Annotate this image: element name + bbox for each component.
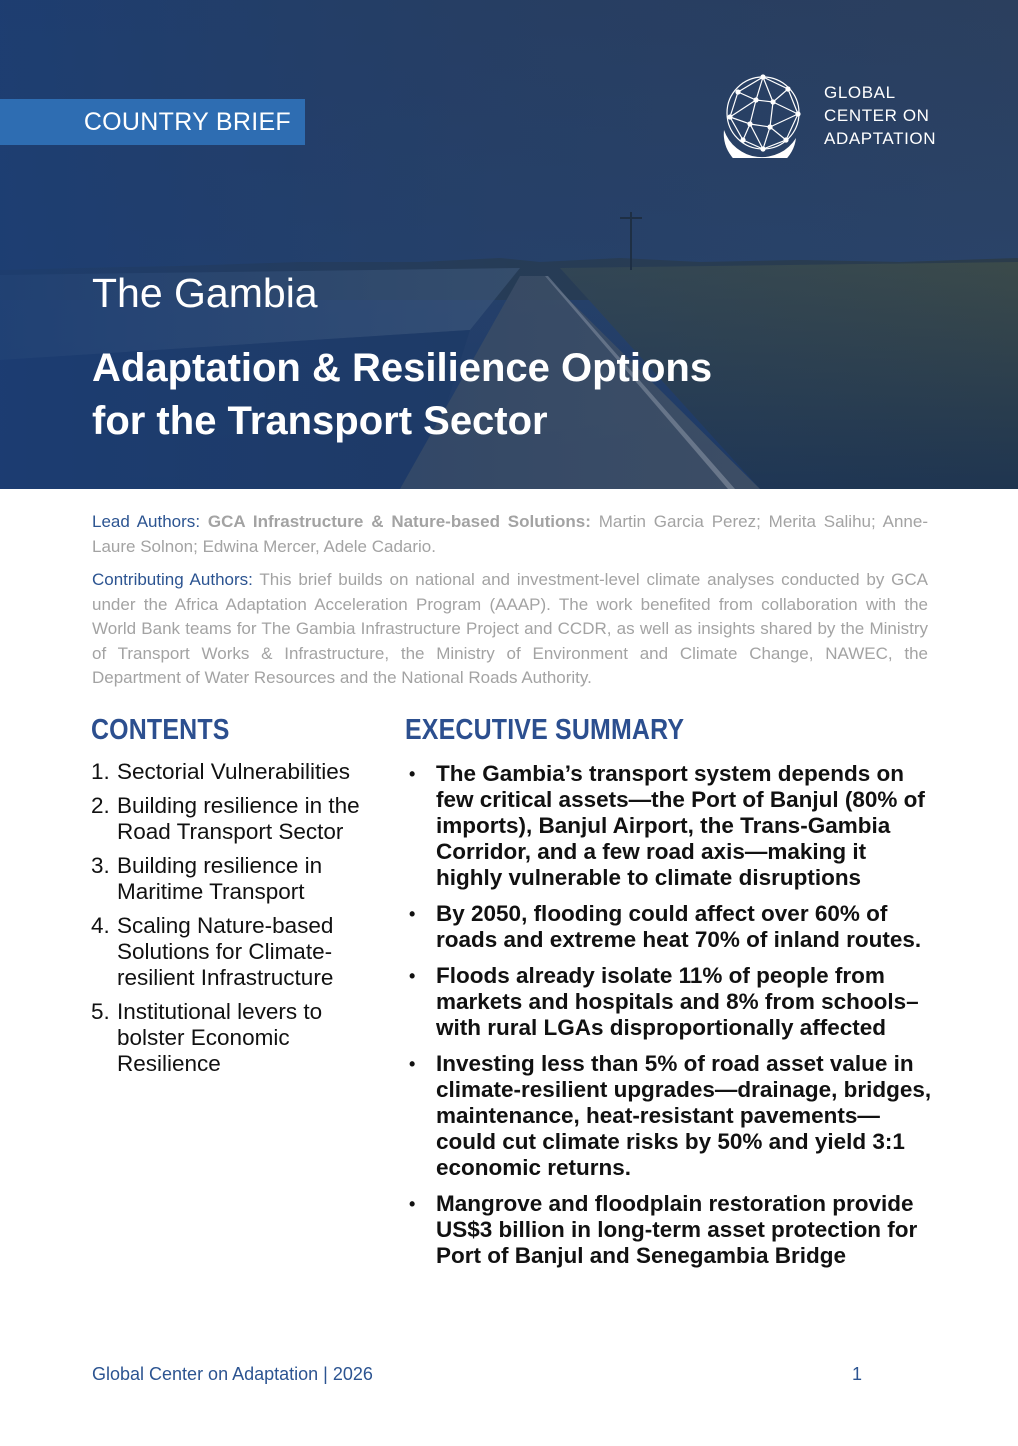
contents-heading: CONTENTS xyxy=(91,714,230,746)
executive-summary-heading: EXECUTIVE SUMMARY xyxy=(405,714,685,746)
contents-item-number: 2. xyxy=(91,793,110,818)
contents-item-text: Sectorial Vulnerabilities xyxy=(117,759,351,784)
contents-section xyxy=(91,714,391,1085)
bullet-icon: • xyxy=(409,1054,416,1074)
summary-item-text: Investing less than 5% of road asset value in climate-resilient upgrades—drainage, bridges, maintenance, heat-resistant pavements—could cut climate risks by 50% and yield 3:1 economic returns. xyxy=(436,1051,932,1180)
contents-item-text: Scaling Nature-based Solutions for Climate-resilient Infrastructure xyxy=(117,913,334,990)
globe-logo-icon xyxy=(718,72,804,158)
contributing-authors xyxy=(92,568,928,691)
bullet-icon: • xyxy=(409,764,416,784)
summary-list xyxy=(405,761,935,1269)
lead-authors-names: Martin Garcia Perez; Merita Salihu; Anne-Laure Solnon; Edwina Mercer, Adele Cadario. xyxy=(92,512,928,556)
bullet-icon: • xyxy=(409,904,416,924)
contents-item-number: 4. xyxy=(91,913,110,938)
logo-line: CENTER ON xyxy=(824,106,930,125)
lead-authors xyxy=(92,510,928,559)
lead-authors-sep: : xyxy=(195,512,208,531)
lead-authors-label: Lead Authors xyxy=(92,512,196,531)
summary-item-text: Mangrove and floodplain restoration provide US$3 billion in long-term asset protection for Port of Banjul and Senegambia Bridge xyxy=(436,1191,918,1268)
summary-item xyxy=(405,901,935,953)
summary-item-text: Floods already isolate 11% of people from markets and hospitals and 8% from schools–with rural LGAs disproportionally affected xyxy=(436,963,919,1040)
authors-block xyxy=(92,510,928,700)
summary-item xyxy=(405,963,935,1041)
title-line: for the Transport Sector xyxy=(92,399,548,443)
executive-summary-section xyxy=(405,714,935,1279)
contents-item[interactable] xyxy=(91,759,391,785)
contents-item-number: 5. xyxy=(91,999,110,1024)
summary-item-text: By 2050, flooding could affect over 60% of roads and extreme heat 70% of inland routes. xyxy=(436,901,922,952)
contributing-authors-text: This brief builds on national and investment-level climate analyses conducted by GCA under the Africa Adaptation Acceleration Program (AAAP). The work benefited from collaboration with the World Bank teams for The Gambia Infrastructure Project and CCDR, as well as insights shared by the Ministry of Transport Works & Infrastructure, the Ministry of Environment and Climate Change, NAWEC, the Department of Water Resources and the National Roads Authority. xyxy=(92,570,928,687)
hero-banner xyxy=(0,0,1018,489)
page-title xyxy=(92,342,792,448)
summary-item xyxy=(405,1051,935,1181)
contents-item[interactable] xyxy=(91,853,391,905)
summary-item xyxy=(405,1191,935,1269)
footer-credit: Global Center on Adaptation | 2026 xyxy=(92,1364,373,1384)
contents-item[interactable] xyxy=(91,999,391,1077)
contributing-authors-label: Contributing Authors: xyxy=(92,570,253,589)
title-line: Adaptation & Resilience Options xyxy=(92,346,713,390)
summary-item-text: The Gambia’s transport system depends on few critical assets—the Port of Banjul (80% of imports), Banjul Airport, the Trans-Gambia Corridor, and a few road axis—making it highly vulnerable to climate disruptions xyxy=(436,761,925,890)
contents-item-text: Building resilience in Maritime Transport xyxy=(117,853,323,904)
logo-line: GLOBAL xyxy=(824,83,896,102)
contents-item-text: Institutional levers to bolster Economic Resilience xyxy=(117,999,323,1076)
country-name: The Gambia xyxy=(92,270,318,316)
bullet-icon: • xyxy=(409,966,416,986)
organization-name xyxy=(824,81,936,150)
country-brief-badge: COUNTRY BRIEF xyxy=(0,99,305,145)
summary-item xyxy=(405,761,935,891)
contents-item[interactable] xyxy=(91,793,391,845)
contents-list xyxy=(91,759,391,1077)
contents-item[interactable] xyxy=(91,913,391,991)
bullet-icon: • xyxy=(409,1194,416,1214)
logo-line: ADAPTATION xyxy=(824,129,937,148)
contents-item-text: Building resilience in the Road Transport Sector xyxy=(117,793,360,844)
page-number: 1 xyxy=(852,1364,863,1384)
contents-item-number: 1. xyxy=(91,759,110,784)
lead-authors-group: GCA Infrastructure & Nature-based Solutions: xyxy=(207,512,591,531)
contents-item-number: 3. xyxy=(91,853,110,878)
